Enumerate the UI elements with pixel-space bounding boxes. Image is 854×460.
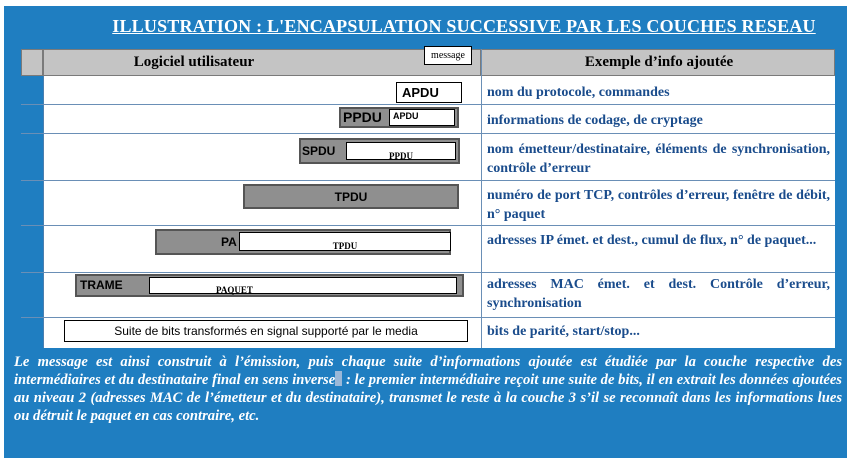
header-corner	[21, 49, 43, 76]
text-cursor	[335, 371, 342, 386]
row-separator	[21, 317, 835, 318]
column-divider	[481, 49, 482, 348]
row2-info: informations de codage, de cryptage	[487, 113, 703, 128]
diagram-title: ILLUSTRATION : L'ENCAPSULATION SUCCESSIVE PAR LES COUCHES RESEAU	[112, 16, 816, 36]
header-left-cell	[43, 49, 481, 76]
trame-inner-paquet	[149, 277, 457, 294]
bits-box: Suite de bits transformés en signal supporté par le media	[64, 320, 468, 342]
spdu-label: SPDU	[302, 144, 336, 158]
row-separator	[21, 104, 835, 105]
paquet-box	[155, 229, 451, 255]
row3-info: nom émetteur/destinataire, éléments de synchronisation, contrôle d’erreur	[487, 142, 830, 176]
row-separator	[21, 180, 835, 181]
row6-info: adresses MAC émet. et dest. Contrôle d’erreur, synchronisation	[487, 277, 830, 311]
explanation-paragraph	[14, 353, 842, 425]
row-separator	[21, 133, 835, 134]
paquet-inner-label: TPDU	[332, 241, 358, 251]
tpdu-box: TPDU	[243, 184, 459, 209]
header-right-cell	[481, 49, 835, 76]
paquet-inner-tpdu	[239, 232, 451, 251]
paragraph-part-2: : le premier intermédiaire reçoit une suite de bits, il en extrait les données ajoutées au niveau 2 (adresses MAC de l’émetteur et du destinataire), transmet le reste à la couche 3 s’il se reconnaît dans les informations lues ou détruit le paquet en cas contraire, etc.	[14, 372, 842, 424]
spdu-inner-label: PPDU	[389, 151, 413, 161]
row-separator	[21, 225, 835, 226]
ppdu-inner-apdu: APDU	[389, 109, 455, 126]
paragraph-part-1: Le message est ainsi construit à l’émission, puis chaque suite d’informations ajoutée est étudiée par la couche respective des intermédiaires et du destinataire final en sens inverse	[14, 354, 842, 388]
spdu-box	[299, 138, 460, 164]
ppdu-box	[339, 107, 459, 128]
trame-inner-label: PAQUET	[216, 285, 253, 295]
row1-info: nom du protocole, commandes	[487, 85, 670, 100]
ppdu-label: PPDU	[343, 109, 382, 125]
encapsulation-table	[21, 49, 835, 348]
row4-info: numéro de port TCP, contrôles d’erreur, fenêtre de débit, n° paquet	[487, 188, 830, 222]
apdu-box: APDU	[396, 82, 462, 103]
row5-info: adresses IP émet. et dest., cumul de flux, n° de paquet...	[487, 233, 817, 248]
spdu-inner-ppdu	[346, 142, 456, 160]
row-separator	[21, 272, 835, 273]
header-left-label: Logiciel utilisateur	[133, 54, 255, 70]
trame-label: TRAME	[80, 278, 123, 292]
header-right-label: Exemple d’info ajoutée	[584, 54, 734, 70]
paquet-label: PA	[221, 235, 237, 249]
diagram-frame	[4, 6, 847, 458]
message-box: message	[424, 46, 472, 65]
row-marker-column	[21, 76, 44, 348]
row7-info: bits de parité, start/stop...	[487, 324, 640, 339]
trame-box	[75, 274, 464, 297]
